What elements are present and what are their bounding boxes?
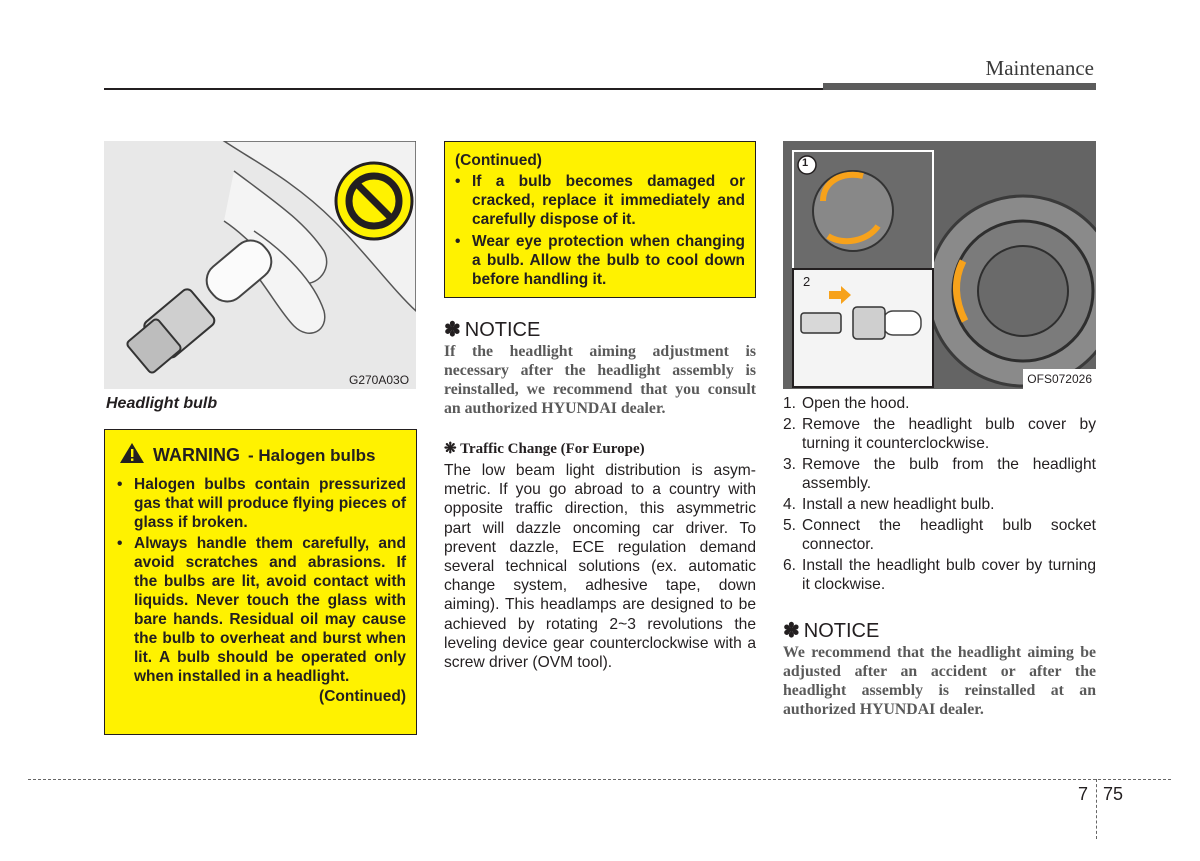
warning-item: • If a bulb becomes damaged or cracked, replace it immediately and carefully dispose of it. <box>455 172 745 229</box>
figure-step-label: 2 <box>803 274 811 289</box>
warning-triangle-icon <box>119 442 145 469</box>
continued-label: (Continued) <box>319 688 406 705</box>
warning-continued-box <box>444 141 756 298</box>
page-number: 75 <box>1103 784 1124 804</box>
step-item: 2. Remove the headlight bulb cover by turning it counterclockwise. <box>783 416 1096 452</box>
asterisk-icon: ❋ <box>444 441 457 457</box>
section-title: Maintenance <box>985 56 1094 80</box>
figure-code-badge <box>1023 369 1096 389</box>
step-item: 6. Install the headlight bulb cover by turning it clockwise. <box>783 557 1096 593</box>
warning-item: • Halogen bulbs contain pressurized gas that will produce flying pieces of glass if broken. <box>117 475 406 532</box>
headlight-assembly-figure <box>783 141 1096 389</box>
warning-list <box>117 475 406 686</box>
figure-code: G270A03O <box>349 373 410 387</box>
headlight-assembly-photo <box>783 141 1096 389</box>
notice-star-icon: ✽ <box>444 319 461 341</box>
step-item: 5. Connect the headlight bulb socket connector. <box>783 517 1096 553</box>
traffic-heading <box>444 439 645 458</box>
step-item: 4. Install a new headlight bulb. <box>783 496 995 513</box>
notice-title: NOTICE <box>464 319 541 341</box>
continued-label: (Continued) <box>455 152 542 169</box>
figure-caption: Headlight bulb <box>106 395 218 412</box>
hand-holding-bulb-illustration <box>104 141 416 389</box>
traffic-title: Traffic Change (For Europe) <box>460 441 645 457</box>
steps-list <box>783 394 1096 596</box>
step-item: 1. Open the hood. <box>783 395 910 412</box>
notice-body: If the headlight aiming adjustment is necessary after the headlight assembly is reinstalled, we recommend that you consult an authorized HYUNDAI dealer. <box>444 343 756 417</box>
footer-rule <box>28 779 1171 780</box>
footer-divider <box>1096 779 1097 839</box>
notice-heading <box>444 317 540 342</box>
warning-box <box>104 429 417 735</box>
headlight-bulb-figure <box>104 141 416 389</box>
warning-item: • Wear eye protection when changing a bulb. Allow the bulb to cool down before handling it. <box>455 232 745 289</box>
warning-label: WARNING <box>153 445 240 465</box>
notice-title: NOTICE <box>803 620 880 642</box>
notice-star-icon: ✽ <box>783 620 800 642</box>
warning-item: • Always handle them carefully, and avoid scratches and abrasions. If the bulbs are lit, avoid contact with liquids. Never touch the glass with bare hands. Residual oil may cause the bulb to overheat and burst when lit. A bulb should be operated only when installed in a headlight. <box>117 534 406 686</box>
step-item: 3. Remove the bulb from the headlight assembly. <box>783 456 1096 492</box>
figure-code: OFS072026 <box>1027 372 1092 386</box>
figure-step-label: 1 <box>802 157 809 169</box>
header-rule-accent <box>823 83 1096 90</box>
notice-body: We recommend that the headlight aiming be adjusted after an accident or after the headlight assembly is reinstalled at an authorized HYUNDAI dealer. <box>783 644 1096 718</box>
notice-heading <box>783 618 879 643</box>
warning-title <box>117 442 406 469</box>
warning-subtitle: - Halogen bulbs <box>248 445 376 465</box>
traffic-body: The low beam light distribution is asymmetric. If you go abroad to a country with opposite traffic direction, this asymmetric part will dazzle oncoming car driver. To prevent dazzle, ECE regulation demand several technical solutions (ex. automatic change system, adhesive tape, down aiming). This headlamps are designed to be achieved by rotating 2~3 revolutions the leveling device gear counterclockwise with a screw driver (OVM tool). <box>444 462 756 672</box>
warning-continued-list <box>455 172 745 289</box>
chapter-number: 7 <box>1078 784 1089 804</box>
